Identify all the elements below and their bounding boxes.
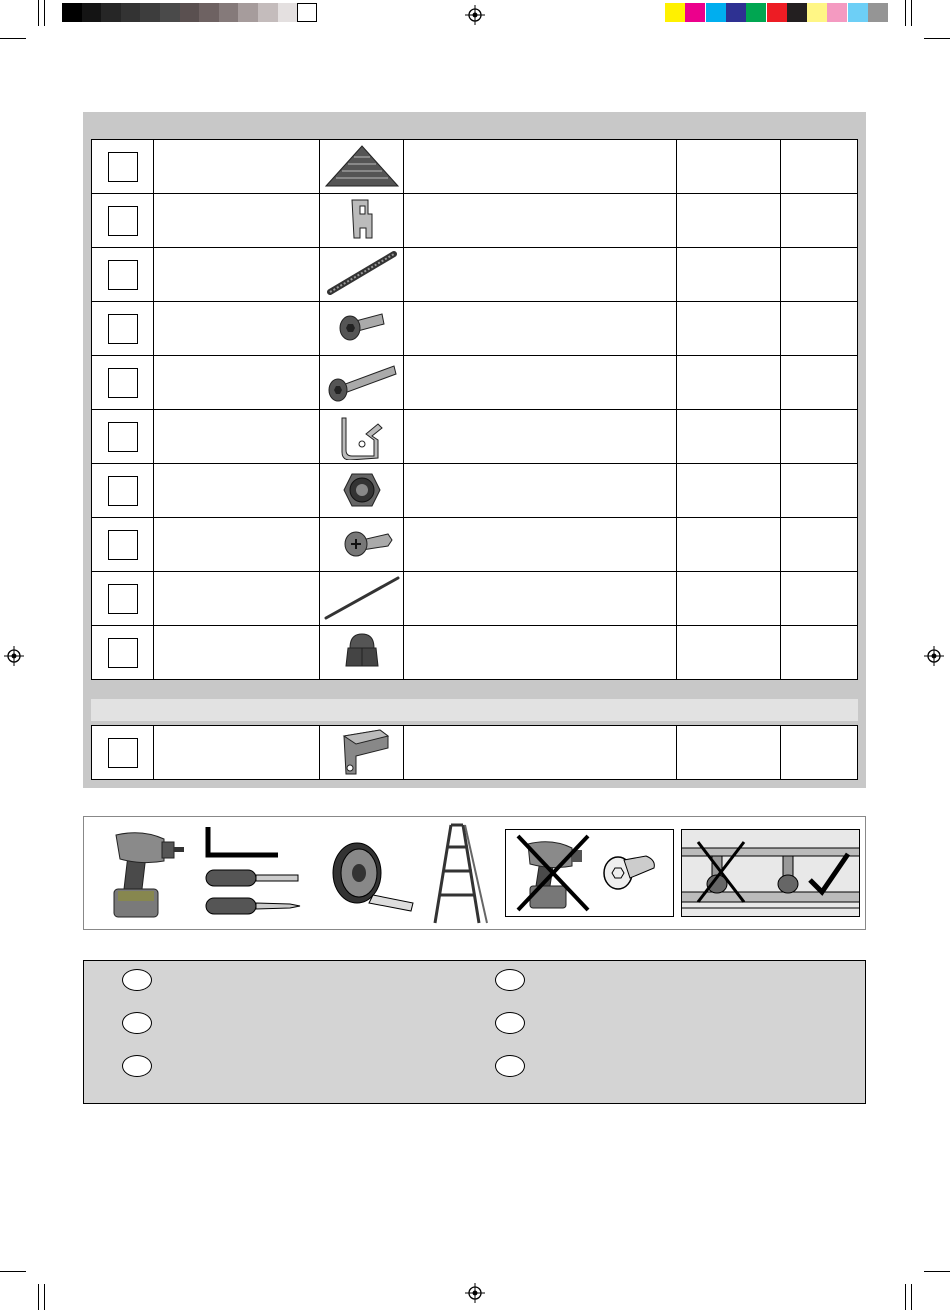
color-swatch: [848, 3, 868, 22]
part-image-cell: [320, 248, 404, 302]
gray-swatch: [180, 3, 200, 22]
part-name-cell: [154, 518, 320, 572]
part-image-cell: [320, 410, 404, 464]
part-extra-cell: [781, 518, 858, 572]
part-name-cell: [154, 302, 320, 356]
part-checkbox-cell: [92, 410, 154, 464]
part-checkbox-cell: [92, 356, 154, 410]
part-image-cell: [320, 572, 404, 626]
part-checkbox-cell: [92, 194, 154, 248]
part-checkbox-cell: [92, 248, 154, 302]
part-quantity-cell: [677, 302, 781, 356]
parts-table: [91, 139, 858, 680]
color-swatch: [706, 3, 726, 22]
allen-key-icon: [202, 825, 282, 861]
part-checkbox-cell: [92, 302, 154, 356]
part-name-cell: [154, 572, 320, 626]
color-swatch: [767, 3, 787, 22]
gray-swatch: [219, 3, 239, 22]
part-extra-cell: [781, 248, 858, 302]
color-swatch: [726, 3, 746, 22]
part-quantity-cell: [677, 464, 781, 518]
part-row: [92, 248, 858, 302]
part-name-cell: [154, 410, 320, 464]
part-name-cell: [154, 140, 320, 194]
part-quantity-cell: [677, 726, 781, 780]
gray-swatch: [82, 3, 102, 22]
part-row: [92, 410, 858, 464]
part-checkbox[interactable]: [108, 638, 138, 668]
gray-swatch: [62, 3, 82, 22]
correct-bolt-placement-icon: [682, 830, 859, 916]
part-description-cell: [404, 140, 677, 194]
part-name-cell: [154, 626, 320, 680]
part-quantity-cell: [677, 572, 781, 626]
no-power-drill-warning-icon: [506, 830, 673, 916]
part-row: [92, 140, 858, 194]
part-name-cell: [154, 356, 320, 410]
part-checkbox[interactable]: [108, 260, 138, 290]
cap-nut-icon: [322, 626, 402, 676]
flat-screwdriver-icon: [202, 867, 302, 889]
registration-target-bottom: [465, 1283, 485, 1303]
gray-swatch: [140, 3, 160, 22]
optional-parts-table: [91, 725, 858, 780]
gray-swatch: [160, 3, 180, 22]
part-description-cell: [404, 572, 677, 626]
legend-marker: [495, 969, 525, 991]
part-image-cell: [320, 726, 404, 780]
gray-swatch: [101, 3, 121, 22]
part-row: [92, 572, 858, 626]
phillips-screw-icon: [322, 518, 402, 568]
part-extra-cell: [781, 194, 858, 248]
color-swatch: [665, 3, 685, 22]
part-checkbox[interactable]: [108, 584, 138, 614]
gray-swatch: [199, 3, 219, 22]
part-checkbox[interactable]: [108, 476, 138, 506]
part-checkbox[interactable]: [108, 314, 138, 344]
parts-list-panel: [83, 112, 866, 788]
part-row: [92, 726, 858, 780]
legend-marker: [495, 1055, 525, 1077]
part-image-cell: [320, 140, 404, 194]
part-extra-cell: [781, 626, 858, 680]
part-extra-cell: [781, 356, 858, 410]
thin-rod-icon: [322, 572, 402, 622]
part-name-cell: [154, 464, 320, 518]
part-description-cell: [404, 302, 677, 356]
part-row: [92, 302, 858, 356]
angle-bracket-icon: [322, 726, 402, 776]
registration-target-right: [924, 646, 944, 666]
gray-swatch: [297, 3, 317, 22]
gray-swatch: [238, 3, 258, 22]
optional-parts-header-band: [91, 699, 858, 721]
legend-marker: [122, 1012, 152, 1034]
part-checkbox-cell: [92, 572, 154, 626]
part-row: [92, 194, 858, 248]
part-checkbox[interactable]: [108, 530, 138, 560]
part-description-cell: [404, 464, 677, 518]
gray-swatch: [258, 3, 278, 22]
color-swatch: [868, 3, 888, 22]
correct-bolt-placement-box: [681, 829, 860, 917]
part-checkbox-cell: [92, 518, 154, 572]
part-checkbox-cell: [92, 626, 154, 680]
short-hex-bolt-icon: [322, 302, 402, 352]
registration-target-left: [4, 646, 24, 666]
part-checkbox[interactable]: [108, 738, 138, 768]
no-power-drill-warning-box: [505, 829, 674, 917]
registration-target-top: [465, 5, 485, 25]
part-image-cell: [320, 302, 404, 356]
legend-marker: [122, 969, 152, 991]
step-ladder-icon: [429, 823, 489, 925]
part-description-cell: [404, 248, 677, 302]
color-swatch: [807, 3, 827, 22]
part-quantity-cell: [677, 194, 781, 248]
part-row: [92, 518, 858, 572]
part-checkbox-cell: [92, 140, 154, 194]
part-extra-cell: [781, 572, 858, 626]
part-name-cell: [154, 194, 320, 248]
part-extra-cell: [781, 464, 858, 518]
part-quantity-cell: [677, 248, 781, 302]
color-swatch: [685, 3, 705, 22]
part-image-cell: [320, 194, 404, 248]
part-row: [92, 356, 858, 410]
long-threaded-rod-icon: [322, 248, 402, 298]
part-image-cell: [320, 626, 404, 680]
part-quantity-cell: [677, 518, 781, 572]
part-checkbox[interactable]: [108, 422, 138, 452]
part-description-cell: [404, 356, 677, 410]
part-checkbox[interactable]: [108, 368, 138, 398]
part-row: [92, 626, 858, 680]
part-image-cell: [320, 518, 404, 572]
part-name-cell: [154, 726, 320, 780]
part-checkbox[interactable]: [108, 206, 138, 236]
color-swatch: [787, 3, 807, 22]
flange-nut-icon: [322, 464, 402, 514]
part-image-cell: [320, 356, 404, 410]
triangle-plate-icon: [322, 140, 402, 190]
part-quantity-cell: [677, 626, 781, 680]
tape-measure-icon: [329, 835, 419, 915]
part-extra-cell: [781, 410, 858, 464]
part-quantity-cell: [677, 140, 781, 194]
gray-swatch: [278, 3, 298, 22]
part-quantity-cell: [677, 356, 781, 410]
part-description-cell: [404, 518, 677, 572]
part-checkbox-cell: [92, 464, 154, 518]
part-extra-cell: [781, 726, 858, 780]
legend-panel: [83, 960, 866, 1104]
long-hex-bolt-icon: [322, 356, 402, 406]
part-extra-cell: [781, 140, 858, 194]
part-description-cell: [404, 626, 677, 680]
legend-marker: [495, 1012, 525, 1034]
gray-swatch: [121, 3, 141, 22]
part-description-cell: [404, 410, 677, 464]
part-checkbox[interactable]: [108, 152, 138, 182]
part-extra-cell: [781, 302, 858, 356]
part-row: [92, 464, 858, 518]
part-name-cell: [154, 248, 320, 302]
color-swatch: [827, 3, 847, 22]
part-image-cell: [320, 464, 404, 518]
part-description-cell: [404, 194, 677, 248]
bracket-clip-icon: [322, 194, 402, 244]
part-description-cell: [404, 726, 677, 780]
tools-required-panel: [83, 816, 866, 930]
part-checkbox-cell: [92, 726, 154, 780]
part-quantity-cell: [677, 410, 781, 464]
legend-marker: [122, 1055, 152, 1077]
hook-bracket-icon: [322, 410, 402, 460]
power-drill-icon: [102, 825, 186, 923]
color-swatch: [746, 3, 766, 22]
phillips-screwdriver-icon: [202, 895, 302, 917]
